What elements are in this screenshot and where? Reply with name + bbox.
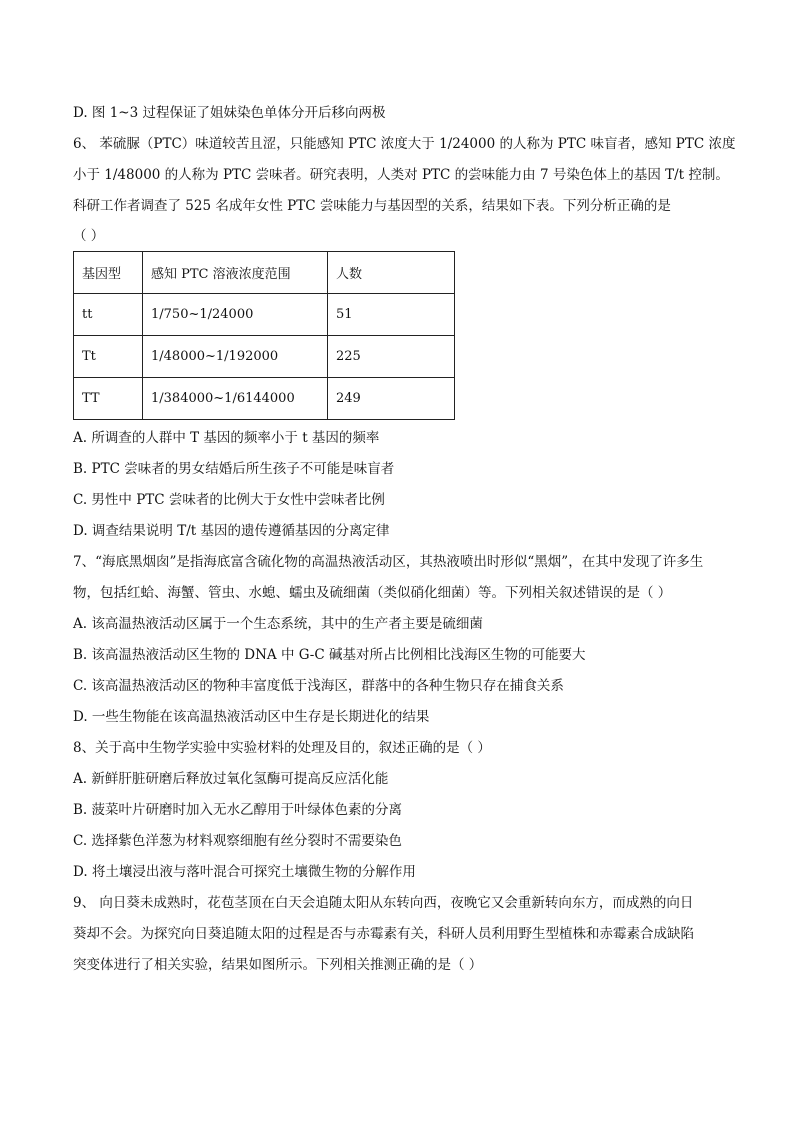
question-7-stem-line-2: 物，包括红蛤、海蟹、管虫、水螅、蠕虫及硫细菌（类似硝化细菌）等。下列相关叙述错误的是（ ） [73,585,672,601]
question-6-stem-line-3: 科研工作者调查了 525 名成年女性 PTC 尝味能力与基因型的关系，结果如下表。下列分析正确的是 [73,198,671,214]
ptc-table [73,251,455,420]
table-cell: Tt [74,336,143,378]
table-header-row [74,252,455,294]
option-d-q6: D. 调查结果说明 T/t 基因的遗传遵循基因的分离定律 [73,523,390,539]
table-cell: 1/48000~1/192000 [143,336,328,378]
question-9-stem-line-1: 9、 向日葵未成熟时，花苞茎顶在白天会追随太阳从东转向西，夜晚它又会重新转向东方，而成熟的向日 [73,895,694,911]
option-c-q6: C. 男性中 PTC 尝味者的比例大于女性中尝味者比例 [73,492,385,508]
option-d-q7: D. 一些生物能在该高温热液活动区中生存是长期进化的结果 [73,709,430,725]
option-a-q7: A. 该高温热液活动区属于一个生态系统，其中的生产者主要是硫细菌 [73,616,483,632]
question-9-stem-line-3: 突变体进行了相关实验，结果如图所示。下列相关推测正确的是（ ） [73,957,483,973]
table-cell: 1/384000~1/6144000 [143,378,328,420]
option-c-q7: C. 该高温热液活动区的物种丰富度低于浅海区，群落中的各种生物只存在捕食关系 [73,678,564,694]
option-b-q7: B. 该高温热液活动区生物的 DNA 中 G-C 碱基对所占比例相比浅海区生物的可能要大 [73,647,586,663]
table-cell: 1/750~1/24000 [143,294,328,336]
table-cell: TT [74,378,143,420]
option-d-q5: D. 图 1~3 过程保证了姐妹染色单体分开后移向两极 [73,105,386,121]
option-b-q8: B. 菠菜叶片研磨时加入无水乙醇用于叶绿体色素的分离 [73,802,403,818]
option-a-q6: A. 所调查的人群中 T 基因的频率小于 t 基因的频率 [73,430,380,446]
table-row [74,378,455,420]
option-b-q6: B. PTC 尝味者的男女结婚后所生孩子不可能是味盲者 [73,461,395,477]
question-7-stem-line-1: 7、“海底黑烟囱”是指海底富含硫化物的高温热液活动区，其热液喷出时形似“黑烟”，在其中发现了许多生 [73,554,704,570]
option-c-q8: C. 选择紫色洋葱为材料观察细胞有丝分裂时不需要染色 [73,833,402,849]
table-cell: 51 [328,294,455,336]
question-6-answer-bracket: （ ） [73,228,105,244]
question-9-stem-line-2: 葵却不会。为探究向日葵追随太阳的过程是否与赤霉素有关，科研人员利用野生型植株和赤霉素合成缺陷 [73,926,694,942]
table-header-cell: 基因型 [74,252,143,294]
table-header-cell: 人数 [328,252,455,294]
table-header-cell: 感知 PTC 溶液浓度范围 [143,252,328,294]
table-row [74,336,455,378]
option-d-q8: D. 将土壤浸出液与落叶混合可探究土壤微生物的分解作用 [73,864,416,880]
question-6-stem-line-1: 6、 苯硫脲（PTC）味道较苦且涩，只能感知 PTC 浓度大于 1/24000 的人称为 PTC 味盲者，感知 PTC 浓度 [73,136,736,152]
question-8-stem: 8、关于高中生物学实验中实验材料的处理及目的，叙述正确的是（ ） [73,740,491,756]
option-a-q8: A. 新鲜肝脏研磨后释放过氧化氢酶可提高反应活化能 [73,771,389,787]
table-cell: tt [74,294,143,336]
table-row [74,294,455,336]
table-cell: 225 [328,336,455,378]
question-6-stem-line-2: 小于 1/48000 的人称为 PTC 尝味者。研究表明，人类对 PTC 的尝味能力由 7 号染色体上的基因 T/t 控制。 [73,167,729,183]
table-cell: 249 [328,378,455,420]
